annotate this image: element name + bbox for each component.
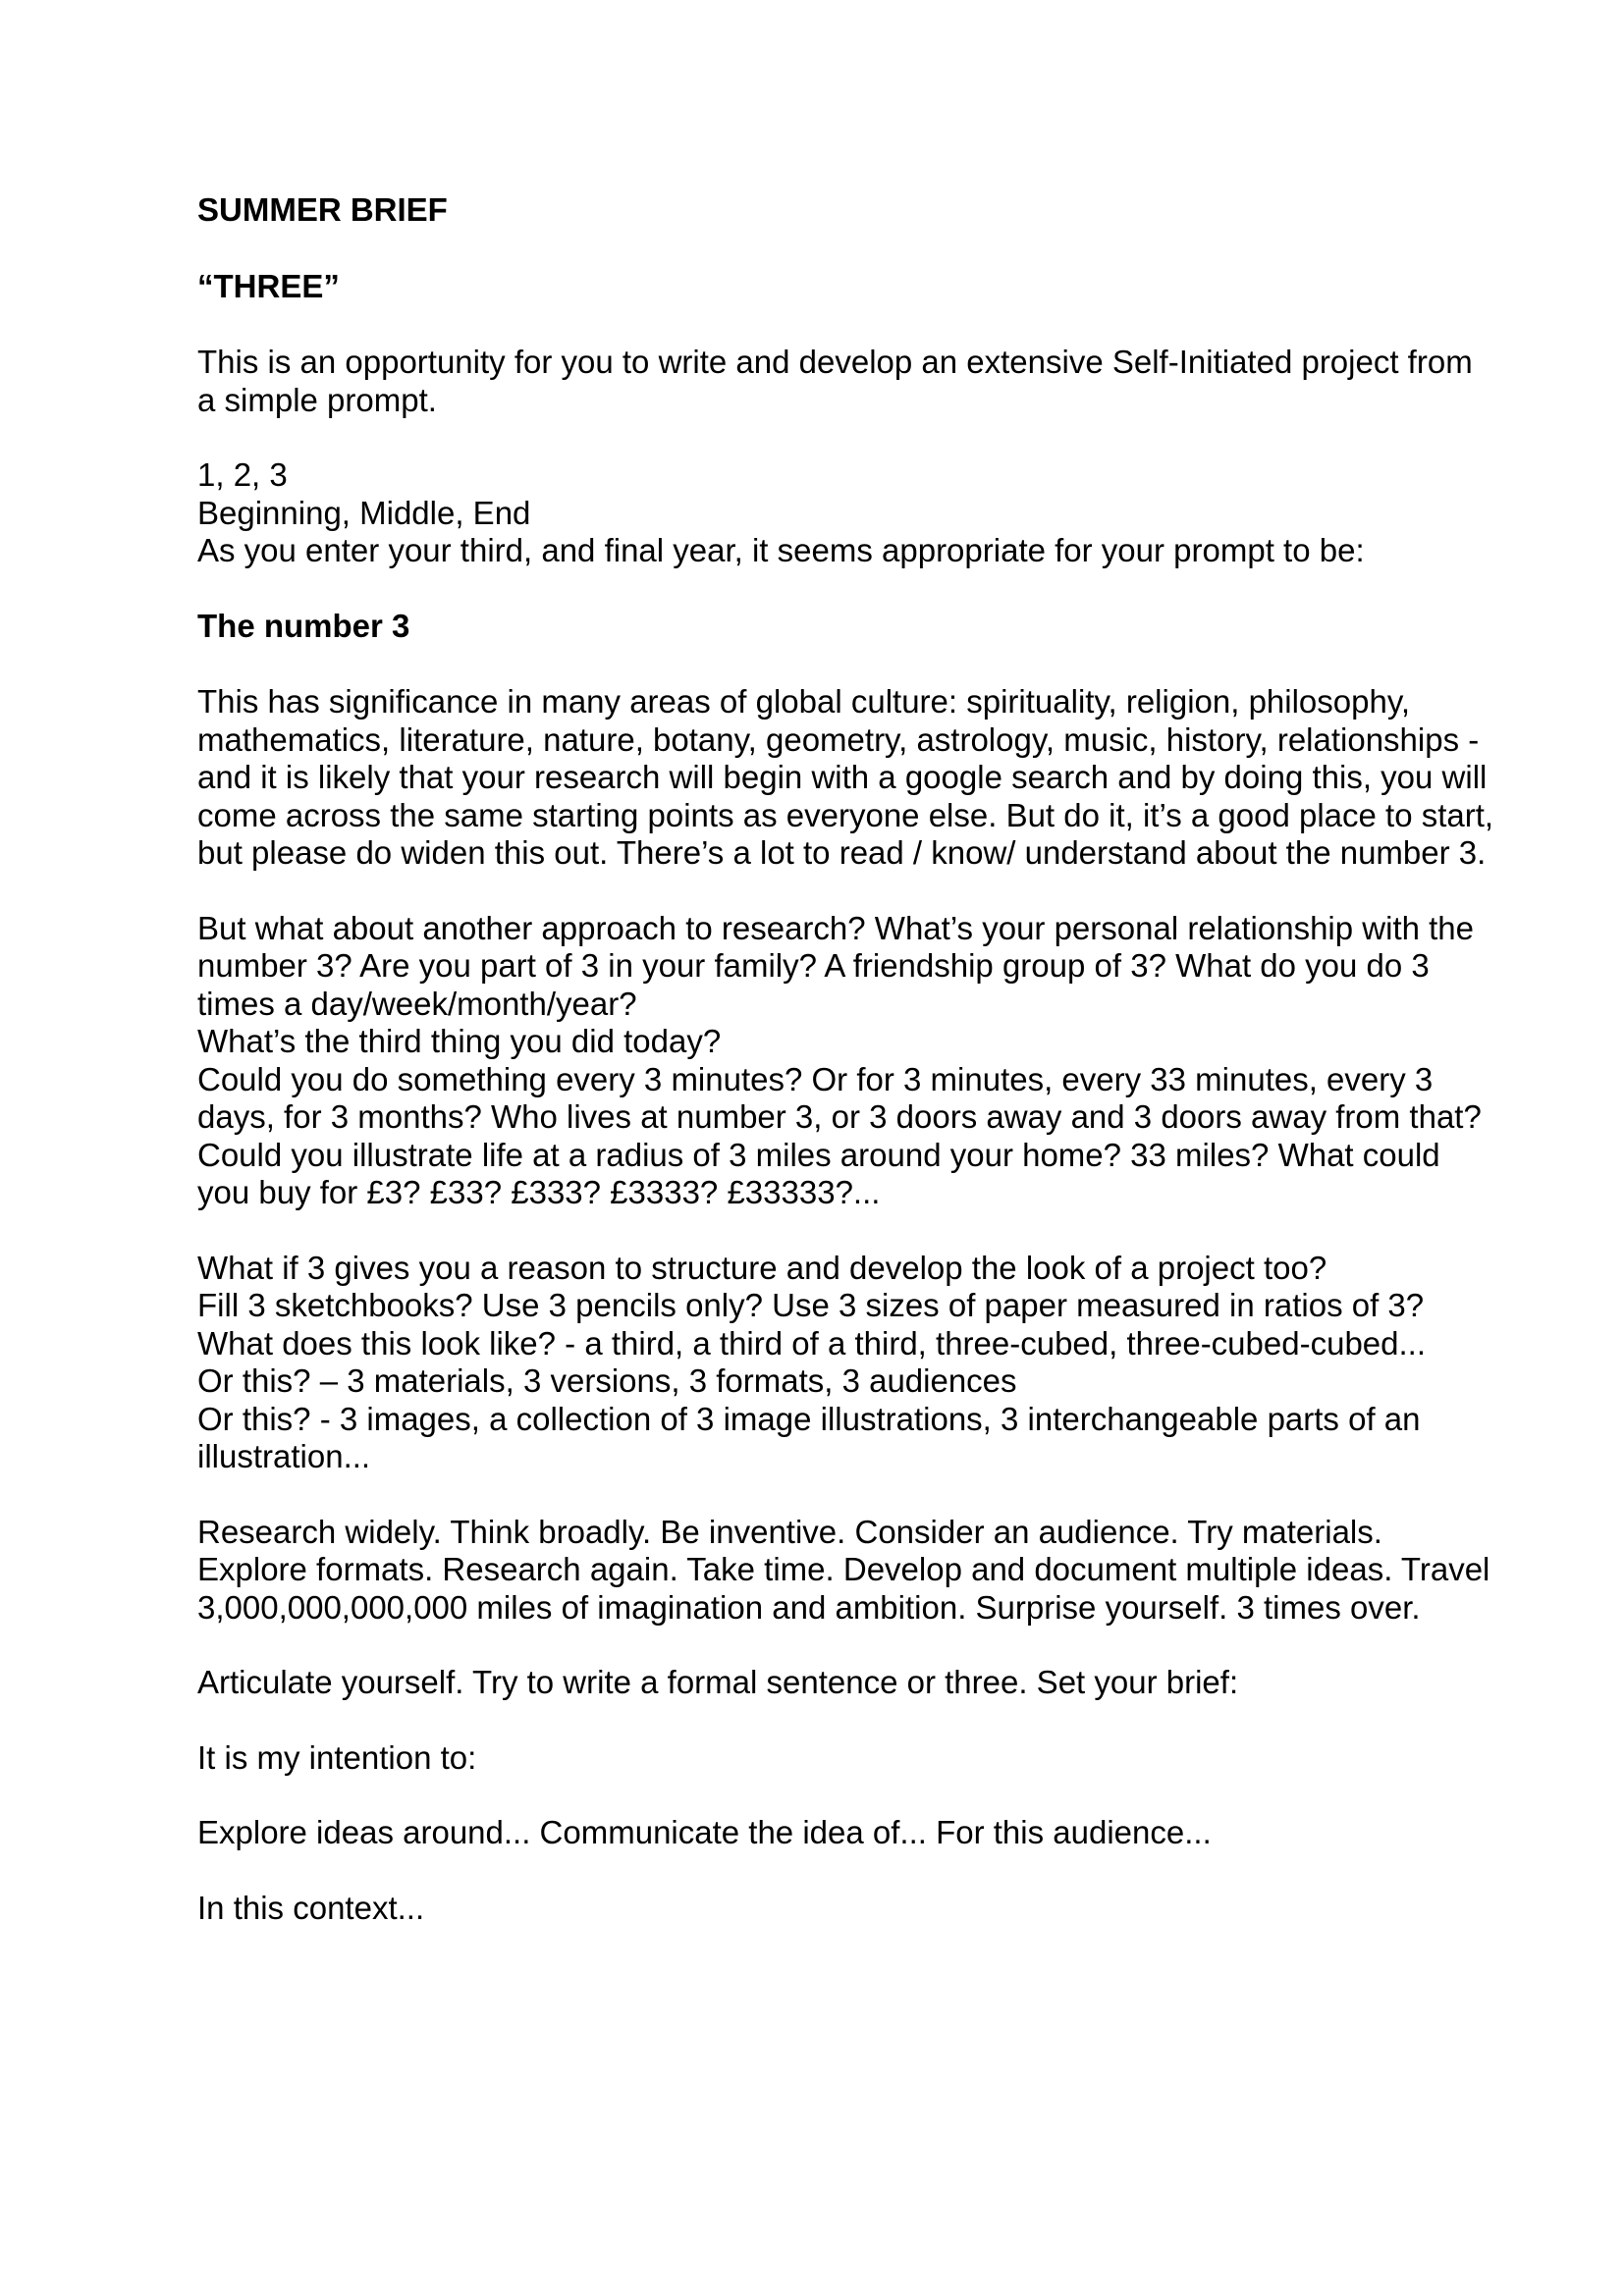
text-line: Could you illustrate life at a radius of 3 miles around your home? 33 miles? What could xyxy=(197,1136,1440,1173)
intro-paragraph xyxy=(197,344,1513,419)
document-subtitle: “THREE” xyxy=(197,267,340,304)
brief-content xyxy=(197,191,1513,1964)
text-line: Fill 3 sketchbooks? Use 3 pencils only? Use 3 sizes of paper measured in ratios of 3? xyxy=(197,1287,1425,1323)
text-line: But what about another approach to research? What’s your personal relationship with the xyxy=(197,909,1475,946)
text-line: What’s the third thing you did today? xyxy=(197,1023,722,1059)
text-line: days, for 3 months? Who lives at number 3, or 3 doors away and 3 doors away from that? xyxy=(197,1098,1482,1135)
text-line: What if 3 gives you a reason to structure and develop the look of a project too? xyxy=(197,1249,1327,1286)
text-line: Explore formats. Research again. Take time. Develop and document multiple ideas. Travel xyxy=(197,1551,1490,1587)
text-line: mathematics, literature, nature, botany, geometry, astrology, music, history, relationships - xyxy=(197,721,1480,758)
explore-paragraph xyxy=(197,1814,1513,1852)
text-line: Or this? – 3 materials, 3 versions, 3 formats, 3 audiences xyxy=(197,1362,1017,1399)
text-line: Could you do something every 3 minutes? Or for 3 minutes, every 33 minutes, every 3 xyxy=(197,1060,1434,1097)
text-line: a simple prompt. xyxy=(197,381,437,418)
text-line: times a day/week/month/year? xyxy=(197,985,637,1022)
structure-paragraph xyxy=(197,1250,1513,1476)
text-line: but please do widen this out. There’s a lot to read / know/ understand about the number 3. xyxy=(197,834,1487,871)
text-line: Or this? - 3 images, a collection of 3 image illustrations, 3 interchangeable parts of an xyxy=(197,1400,1421,1437)
research-paragraph xyxy=(197,1514,1513,1628)
text-line: 1, 2, 3 xyxy=(197,456,288,493)
text-line: Articulate yourself. Try to write a formal sentence or three. Set your brief: xyxy=(197,1664,1239,1700)
personal-paragraph xyxy=(197,910,1513,1212)
text-line: Research widely. Think broadly. Be inventive. Consider an audience. Try materials. xyxy=(197,1513,1382,1550)
intention-paragraph xyxy=(197,1739,1513,1778)
text-line: number 3? Are you part of 3 in your family? A friendship group of 3? What do you do 3 xyxy=(197,947,1430,984)
text-line: illustration... xyxy=(197,1438,371,1474)
text-line: What does this look like? - a third, a third of a third, three-cubed, three-cubed-cubed... xyxy=(197,1324,1427,1362)
section-heading: The number 3 xyxy=(197,607,410,644)
text-line: As you enter your third, and final year, it seems appropriate for your prompt to be: xyxy=(197,532,1365,568)
text-line: you buy for £3? £33? £333? £3333? £33333?... xyxy=(197,1174,881,1210)
prompt-paragraph xyxy=(197,456,1513,570)
significance-paragraph xyxy=(197,683,1513,873)
document-title: SUMMER BRIEF xyxy=(197,191,448,228)
text-line: Explore ideas around... Communicate the idea of... For this audience... xyxy=(197,1814,1212,1850)
text-line: This has significance in many areas of global culture: spirituality, religion, philosophy, xyxy=(197,683,1411,720)
text-line: This is an opportunity for you to write and develop an extensive Self-Initiated project from xyxy=(197,344,1473,380)
articulate-paragraph xyxy=(197,1664,1513,1702)
text-line: Beginning, Middle, End xyxy=(197,494,531,531)
context-paragraph xyxy=(197,1890,1513,1928)
text-line: and it is likely that your research will begin with a google search and by doing this, you will xyxy=(197,759,1488,795)
text-line: 3,000,000,000,000 miles of imagination and ambition. Surprise yourself. 3 times over. xyxy=(197,1588,1421,1626)
text-line: come across the same starting points as everyone else. But do it, it’s a good place to start, xyxy=(197,796,1494,833)
text-line: In this context... xyxy=(197,1889,425,1926)
text-line: It is my intention to: xyxy=(197,1738,477,1776)
